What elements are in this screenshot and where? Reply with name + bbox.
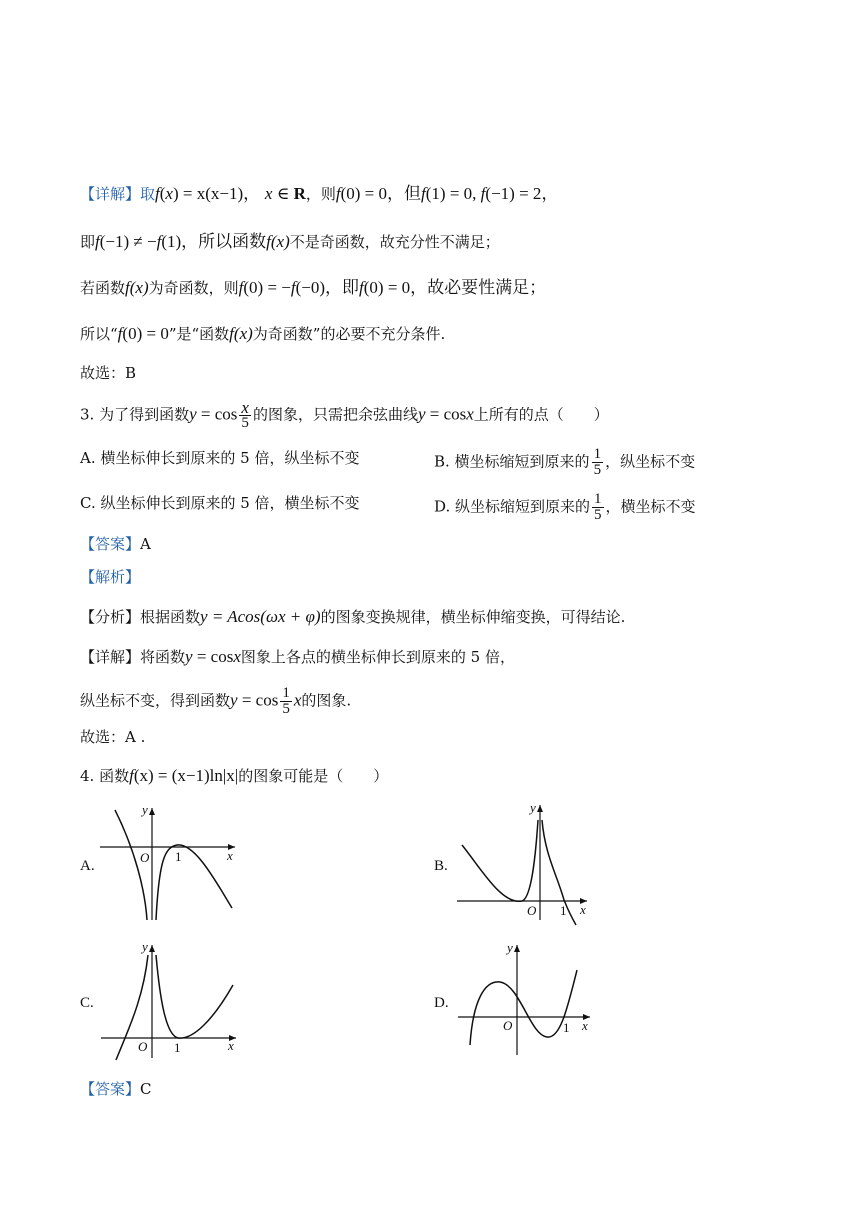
- analysis-3: [80, 606, 625, 628]
- fraction-den: 5: [282, 701, 290, 717]
- answer-tag: 【答案】: [80, 1080, 141, 1098]
- fraction-num: 1: [282, 685, 290, 701]
- math: f: [117, 324, 123, 343]
- curve: [470, 970, 577, 1045]
- graph-d[interactable]: [455, 940, 600, 1060]
- math: (x) = (x−1)ln|x|: [133, 766, 239, 785]
- text: 若函数: [80, 279, 126, 297]
- math: (1)，所以函数: [161, 232, 267, 251]
- math: x: [466, 404, 474, 424]
- origin-label: O: [527, 903, 537, 918]
- graph-label-b[interactable]: B.: [434, 858, 448, 874]
- graph-label-a[interactable]: A.: [80, 858, 95, 874]
- math: f: [155, 184, 160, 203]
- math: (: [159, 184, 166, 203]
- text: 4. 函数: [80, 767, 130, 785]
- math: x: [165, 184, 173, 203]
- answer-value: C: [140, 1080, 152, 1098]
- math: ) = x(x−1)，: [172, 184, 261, 203]
- y-arrow: [149, 808, 155, 815]
- answer-tag: 【答案】: [80, 535, 141, 553]
- y-arrow: [514, 945, 520, 952]
- fraction-den: 5: [241, 415, 249, 431]
- y-arrow: [149, 945, 155, 952]
- math: = cos: [425, 404, 467, 424]
- math: = cos: [192, 647, 234, 666]
- math: cos(ωx + φ): [237, 607, 321, 626]
- curve-left: [115, 810, 147, 920]
- text: 的图象变换规律，横坐标伸缩变换，可得结论.: [320, 608, 626, 626]
- text: D. 纵坐标缩短到原来的: [434, 497, 591, 516]
- origin-label: O: [503, 1018, 513, 1033]
- text: 的图象可能是（ ）: [238, 767, 389, 785]
- math: x ∈: [264, 184, 294, 203]
- y-arrow: [537, 805, 543, 812]
- solution-line-4: [80, 323, 445, 345]
- one-label: 1: [174, 1040, 181, 1055]
- answer-4: [80, 1078, 152, 1100]
- origin-label: O: [138, 1039, 148, 1054]
- math: y = A: [200, 607, 238, 626]
- math: (−0)，即: [295, 278, 360, 297]
- curve-right: [542, 820, 576, 925]
- text: ，横坐标不变: [605, 497, 696, 516]
- text: 上所有的点（ ）: [473, 405, 609, 424]
- x-label: x: [227, 848, 233, 863]
- option-d[interactable]: [434, 492, 696, 523]
- text: 所以“: [80, 325, 118, 343]
- text: 的图象.: [301, 691, 352, 710]
- curve-right: [156, 845, 232, 920]
- text: 图象上各点的横坐标伸长到原来的 5 倍，: [240, 648, 515, 666]
- x-label: x: [580, 902, 586, 917]
- fraction-num: 1: [594, 491, 602, 507]
- math: x: [233, 647, 241, 666]
- analysis-tag: 【解析】: [80, 568, 141, 586]
- fraction-den: 5: [594, 507, 602, 523]
- fraction-num: 1: [593, 446, 602, 462]
- math: f: [156, 232, 162, 251]
- math: f: [129, 766, 134, 785]
- text: 为奇函数”的必要不充分条件.: [252, 325, 446, 343]
- text: ，纵坐标不变: [605, 452, 696, 471]
- math: y: [185, 647, 193, 666]
- choice-line: 故选：B: [80, 364, 137, 382]
- solution-line-3: [80, 277, 546, 299]
- math: (0) = 0: [122, 324, 169, 343]
- text: ，则: [305, 185, 336, 203]
- text: B. 横坐标缩短到原来的: [434, 452, 590, 471]
- math: R: [293, 184, 306, 203]
- solution-line-2: [80, 231, 500, 253]
- fenxi-tag: 【分析】: [80, 608, 141, 626]
- choice-line-3: 故选：A .: [80, 728, 146, 746]
- text: ”是“函数: [168, 325, 230, 343]
- math: f: [266, 232, 271, 251]
- text: 根据函数: [140, 608, 201, 626]
- option-b[interactable]: [434, 447, 695, 478]
- one-label: 1: [563, 1020, 570, 1035]
- text: 纵坐标不变，得到函数: [80, 691, 231, 710]
- math: x: [293, 690, 302, 710]
- fraction: [592, 447, 604, 478]
- math: y: [230, 690, 238, 710]
- fraction: [280, 686, 292, 717]
- x-label: x: [582, 1018, 588, 1033]
- math: f: [95, 232, 100, 251]
- math: f: [125, 278, 130, 297]
- text: 将函数: [140, 648, 186, 666]
- math: = cos: [237, 690, 279, 710]
- answer-value: A: [140, 535, 151, 553]
- graph-label-d[interactable]: D.: [434, 995, 449, 1011]
- graph-label-c[interactable]: C.: [80, 995, 94, 1011]
- math: (0) = 0，但: [340, 184, 422, 203]
- math: (x): [129, 278, 149, 297]
- y-label: y: [142, 802, 148, 817]
- text: 为奇函数，则: [148, 279, 239, 297]
- text: 的图象，只需把余弦曲线: [252, 405, 418, 424]
- math: y: [417, 404, 426, 424]
- math: f: [480, 184, 486, 203]
- math: f: [229, 324, 234, 343]
- math: f: [290, 278, 296, 297]
- question-4: [80, 765, 388, 787]
- math: (0) = 0，故必要性满足；: [363, 278, 547, 297]
- text: 3. 为了得到函数: [80, 405, 190, 424]
- answer-3: [80, 533, 151, 555]
- text: 即: [80, 233, 96, 251]
- fraction-num: x: [241, 398, 249, 417]
- option-c[interactable]: C. 纵坐标伸长到原来的 5 倍，横坐标不变: [80, 494, 360, 512]
- math: (x): [270, 232, 290, 251]
- graph-c[interactable]: [98, 940, 248, 1065]
- question-3: [80, 400, 609, 431]
- y-label: y: [530, 800, 536, 815]
- graph-b[interactable]: [452, 800, 597, 930]
- math: y: [189, 404, 197, 424]
- y-label: y: [142, 939, 148, 954]
- math: f: [421, 184, 426, 203]
- detail-tag: 【详解】: [80, 648, 141, 666]
- graph-a[interactable]: [95, 800, 245, 925]
- detail-3b: [80, 686, 351, 717]
- math: f: [359, 278, 364, 297]
- one-label: 1: [175, 849, 182, 864]
- y-label: y: [507, 940, 513, 955]
- detail-3: [80, 646, 515, 668]
- text: 不是奇函数，故充分性不满足；: [289, 233, 500, 251]
- x-label: x: [228, 1038, 234, 1053]
- fraction-den: 5: [593, 462, 602, 478]
- origin-label: O: [140, 850, 150, 865]
- math: (x): [233, 324, 253, 343]
- fraction: [239, 400, 251, 431]
- option-a[interactable]: A. 横坐标伸长到原来的 5 倍，纵坐标不变: [80, 449, 360, 467]
- math: = cos: [196, 404, 238, 424]
- math: f: [335, 184, 341, 203]
- solution-line-1: [80, 183, 558, 205]
- math: (−1) ≠ −: [99, 232, 157, 251]
- math: (0) = −: [243, 278, 291, 297]
- curve-right: [156, 955, 233, 1038]
- detail-tag: 【详解】取: [80, 185, 156, 203]
- math: f: [238, 278, 244, 297]
- math: (1) = 0,: [425, 184, 481, 203]
- one-label: 1: [560, 903, 567, 918]
- fraction: [592, 492, 604, 523]
- curve-left: [462, 820, 538, 901]
- math: (−1) = 2，: [485, 184, 559, 203]
